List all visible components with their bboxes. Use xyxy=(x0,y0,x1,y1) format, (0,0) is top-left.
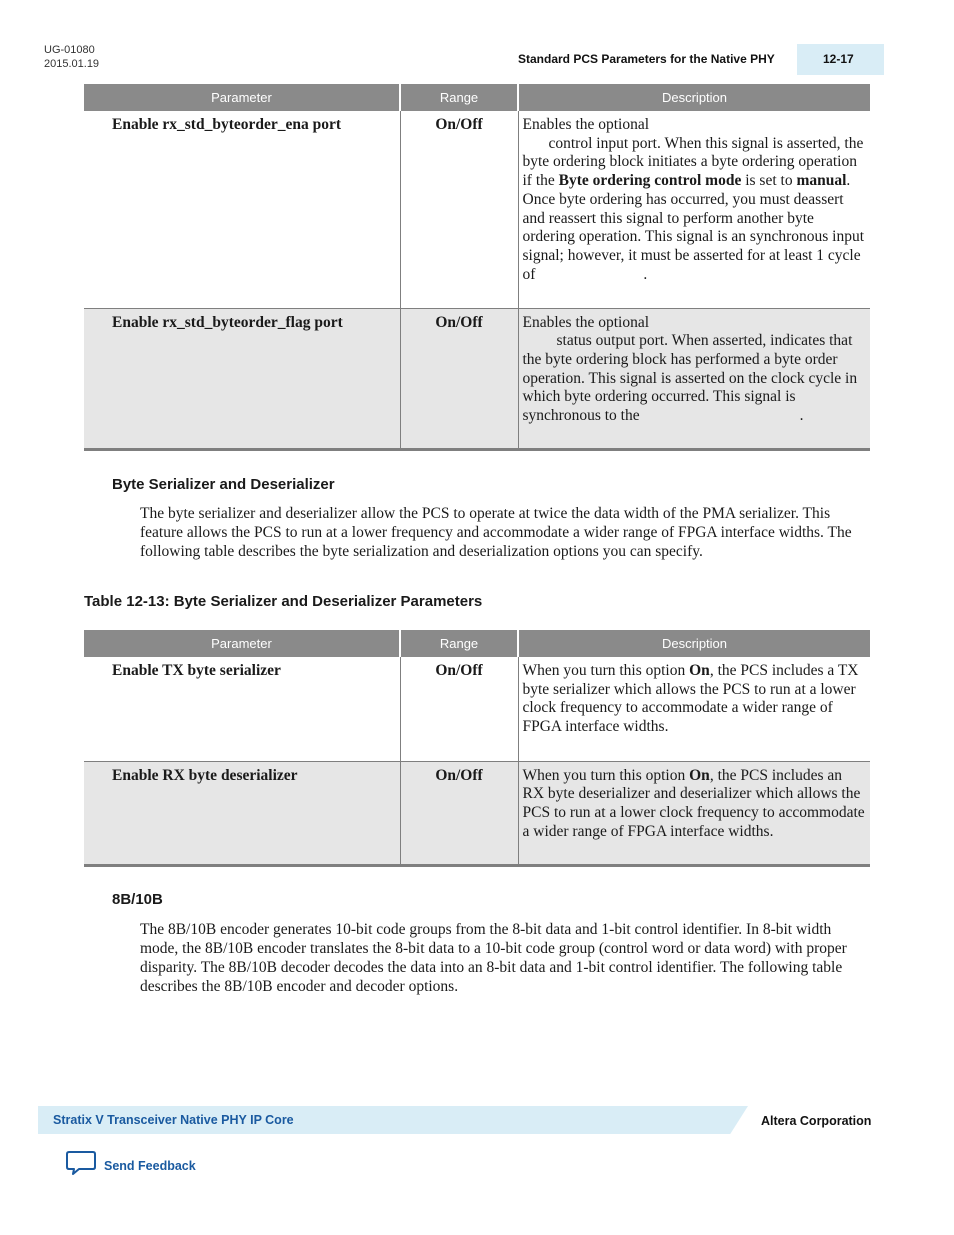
desc-text: , the PCS includes a TX byte serializer which allows the PCS to run at a lower clock frequency to accommodate a wider range of FPGA interface widths. xyxy=(522,662,859,736)
column-header-range: Range xyxy=(400,630,518,657)
desc-text: is set to xyxy=(745,172,793,190)
footer-document-title: Stratix V Transceiver Native PHY IP Core xyxy=(53,1113,294,1127)
document-id: UG-01080 xyxy=(44,44,95,56)
parameter-cell: Enable rx_std_byteorder_ena port xyxy=(112,116,342,133)
desc-emphasis: On xyxy=(689,766,710,784)
desc-emphasis: On xyxy=(689,662,710,679)
desc-text: When you turn this option xyxy=(522,766,686,784)
table-row xyxy=(84,111,870,308)
description-cell xyxy=(518,761,870,865)
8b10b-paragraph: The 8B/10B encoder generates 10-bit code groups from the 8-bit data and 1-bit control identifier. In 8-bit width mode, the 8B/10B encoder translates the 8-bit data to a 10-bit code group (control word or data word) with proper disparity. The 8B/10B decoder decodes the data into an 8-bit data and 1-bit control identifier. The following table describes the 8B/10B encoder and decoder options. xyxy=(140,921,847,995)
desc-emphasis: manual xyxy=(796,172,847,190)
footer-company: Altera Corporation xyxy=(761,1114,872,1128)
table-header-row xyxy=(84,630,870,657)
table-row xyxy=(84,761,870,865)
page-number: 12-17 xyxy=(797,44,884,75)
column-header-description: Description xyxy=(518,84,870,111)
description-cell xyxy=(518,657,870,761)
table-header-row xyxy=(84,84,870,111)
description-cell xyxy=(518,111,870,308)
desc-text: Enables the optional xyxy=(522,116,650,133)
section-heading-8b10b: 8B/10B xyxy=(112,891,163,908)
byte-serializer-paragraph: The byte serializer and deserializer allow the PCS to operate at twice the data width of the PMA serializer. This feature allows the PCS to run at a lower frequency and accommodate a wider range of FPGA interface widths. The following table describes the byte serialization and deserialization options you can specify. xyxy=(140,505,852,560)
desc-text: status output port. When asserted, indicates that the byte ordering block has performed a byte order operation. This signal is asserted on the clock cycle in which byte ordering occurred. This signal is synchronous to the xyxy=(522,332,858,425)
range-cell: On/Off xyxy=(400,657,518,761)
desc-text: , the PCS includes an RX byte deserializer and deserializer which allows the PCS to run at a lower clock frequency to accommodate a wider range of FPGA interface widths. xyxy=(522,766,865,840)
section-heading-byte-serializer: Byte Serializer and Deserializer xyxy=(112,476,335,493)
column-header-range: Range xyxy=(400,84,518,111)
column-header-parameter: Parameter xyxy=(84,630,400,657)
desc-text: When you turn this option xyxy=(522,662,686,679)
range-cell: On/Off xyxy=(400,761,518,865)
table-row xyxy=(84,308,870,449)
column-header-description: Description xyxy=(518,630,870,657)
range-cell: On/Off xyxy=(400,111,518,308)
parameter-cell: Enable RX byte deserializer xyxy=(84,761,400,865)
standard-pcs-parameters-table xyxy=(84,84,870,451)
document-id-block xyxy=(44,43,99,71)
parameter-cell: Enable TX byte serializer xyxy=(112,662,281,679)
desc-emphasis: Byte ordering control mode xyxy=(558,172,742,190)
description-cell xyxy=(518,308,870,449)
byte-serializer-parameters-table xyxy=(84,630,870,867)
desc-text: control input port. When this signal is asserted, the byte ordering block initiates a byte ordering operation if the xyxy=(522,134,864,190)
desc-text: . xyxy=(799,407,804,425)
table-caption: Table 12-13: Byte Serializer and Deserializer Parameters xyxy=(84,593,483,610)
send-feedback-link[interactable] xyxy=(66,1150,196,1181)
parameter-cell: Enable rx_std_byteorder_flag port xyxy=(84,308,400,449)
send-feedback-label: Send Feedback xyxy=(104,1158,196,1173)
range-cell: On/Off xyxy=(400,308,518,449)
desc-text: . Once byte ordering has occurred, you must deassert and reassert this signal to perform another byte ordering operation. This signal is an synchronous input signal; however, it must be asserted for at least 1 cycle of xyxy=(522,172,865,283)
desc-text: Enables the optional xyxy=(522,313,650,331)
column-header-parameter: Parameter xyxy=(84,84,400,111)
speech-bubble-icon xyxy=(66,1150,96,1181)
running-header-title: Standard PCS Parameters for the Native PHY xyxy=(518,52,775,66)
desc-text: . xyxy=(643,265,648,283)
document-date: 2015.01.19 xyxy=(44,58,100,70)
table-row xyxy=(84,657,870,761)
